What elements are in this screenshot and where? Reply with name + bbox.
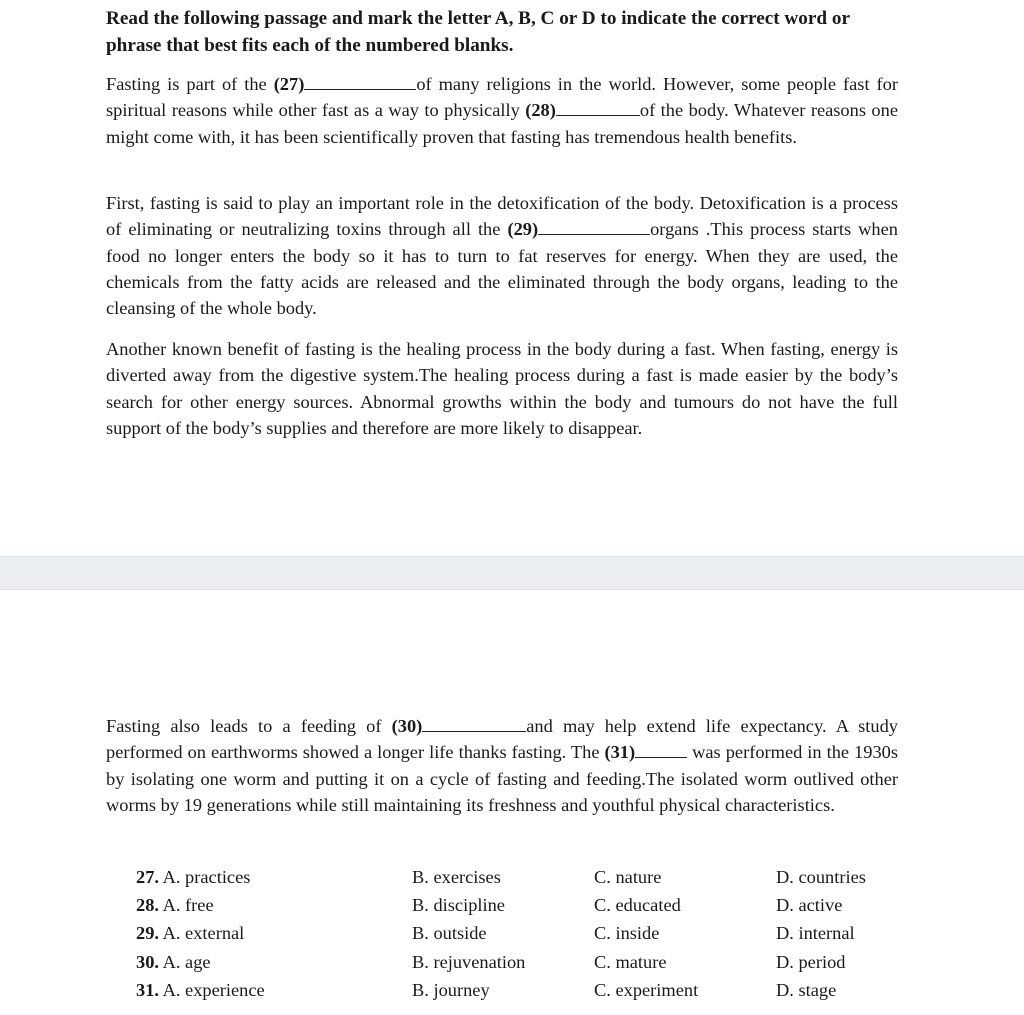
option-c: C. mature [594, 951, 667, 972]
option-b: B. journey [412, 979, 490, 1000]
option-d: D. internal [776, 923, 855, 944]
option-a [136, 863, 250, 891]
paragraph-4 [106, 713, 898, 818]
option-b: B. discipline [412, 895, 505, 916]
blank-30 [422, 714, 526, 732]
p1-text-a: Fasting is part of the [106, 74, 274, 94]
paragraph-1 [106, 71, 898, 150]
option-a [136, 976, 265, 1004]
option-a-text: A. practices [159, 867, 251, 887]
blank-29 [538, 217, 650, 235]
blank-28-number: (28) [525, 100, 556, 121]
blank-30-number: (30) [391, 716, 423, 736]
paragraph-3: Another known benefit of fasting is the healing process in the body during a fast. When fasting, energy is diverted away from the digestive system.The healing process during a fast is made easier by the body’s search for other energy sources. Abnormal growths within the body and tumours do not have the full support of the body’s supplies and therefore are more likely to disappear. [106, 339, 898, 438]
option-b: B. rejuvenation [412, 951, 526, 972]
question-number: 28. [136, 895, 159, 916]
question-number: 29. [136, 923, 159, 944]
p4-text-a: Fasting also leads to a feeding of [106, 716, 392, 736]
p4-text-b: and may help extend life expectancy. A study performed on earthworms showed a longer life thanks fasting. The [106, 716, 898, 763]
question-number: 27. [136, 867, 159, 887]
option-a-text: A. free [159, 895, 214, 916]
question-row [136, 919, 916, 947]
option-d: D. active [776, 895, 843, 916]
blank-28 [556, 98, 640, 116]
document-page-2 [0, 590, 1024, 1015]
option-a [136, 891, 214, 919]
answer-options [136, 863, 916, 1004]
option-a-text: A. experience [159, 979, 265, 1000]
blank-29-number: (29) [507, 219, 539, 240]
blank-31-number: (31) [604, 742, 636, 763]
instruction: Read the following passage and mark the letter A, B, C or D to indicate the correct word or phrase that best fits each of the numbered blanks. [106, 8, 850, 56]
blank-31 [635, 740, 687, 758]
p4-text-c: was performed in the 1930s by isolating one worm and putting it on a cycle of fasting and feeding.The isolated worm outlived other worms by 19 generations while still maintaining its freshness and youthful physical characteristics. [106, 742, 898, 815]
p1-text-b: of many religions in the world. However, some people fast for spiritual reasons while other fast as a way to physically [106, 74, 898, 121]
option-c: C. inside [594, 923, 660, 944]
question-row [136, 891, 916, 919]
option-a [136, 948, 211, 976]
option-b: B. exercises [412, 867, 501, 887]
paragraph-2 [106, 190, 898, 321]
page-separator [0, 556, 1024, 590]
option-b: B. outside [412, 923, 487, 944]
question-row [136, 976, 916, 1004]
p1-text-c: of the body. Whatever reasons one might come with, it has been scientifically proven that fasting has tremendous health benefits. [106, 100, 898, 147]
question-row [136, 948, 916, 976]
option-a [136, 919, 244, 947]
question-row [136, 863, 916, 891]
question-number: 30. [136, 951, 159, 972]
blank-27 [304, 72, 416, 90]
option-c: C. nature [594, 867, 662, 887]
option-a-text: A. external [159, 923, 245, 944]
question-number: 31. [136, 979, 159, 1000]
p2-text-a: First, fasting is said to play an important role in the detoxification of the body. Detoxification is a process of eliminating or neutralizing toxins through all the [106, 193, 898, 240]
blank-27-number: (27) [273, 74, 305, 94]
option-c: C. educated [594, 895, 681, 916]
option-d: D. period [776, 951, 846, 972]
option-d: D. countries [776, 867, 866, 887]
option-c: C. experiment [594, 979, 699, 1000]
option-a-text: A. age [159, 951, 211, 972]
option-d: D. stage [776, 979, 837, 1000]
p2-text-b: organs .This process starts when food no longer enters the body so it has to turn to fat reserves for energy. When they are used, the chemicals from the fatty acids are released and the eliminated through the body organs, leading to the cleansing of the whole body. [106, 219, 898, 319]
